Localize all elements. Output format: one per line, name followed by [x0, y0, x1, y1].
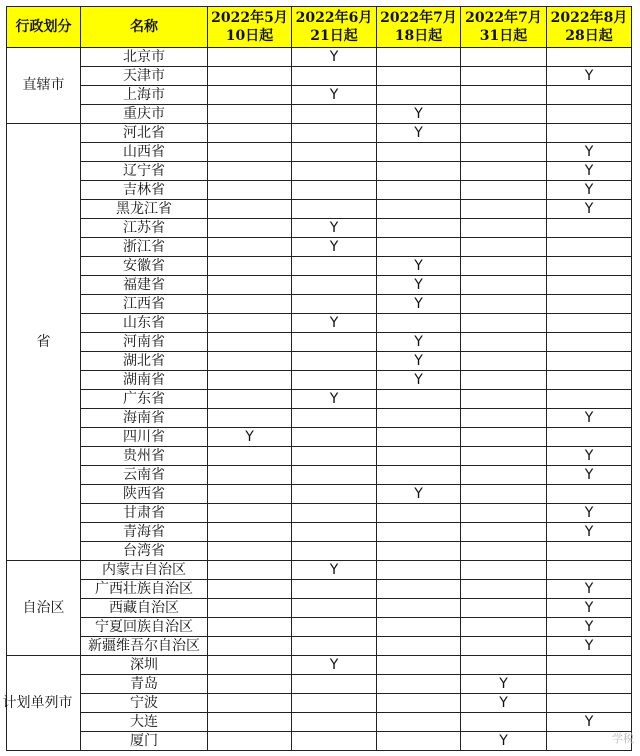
date-cell	[292, 523, 377, 542]
date-cell	[377, 466, 461, 485]
table-row	[7, 333, 632, 352]
table-row	[7, 276, 632, 295]
date-cell	[547, 656, 632, 675]
column-header: 2022年7月 31日起	[461, 7, 547, 48]
date-cell	[377, 542, 461, 561]
mark-cell: Y	[377, 124, 461, 143]
mark-cell: Y	[547, 599, 632, 618]
region-name: 广西壮族自治区	[81, 580, 208, 599]
date-cell	[208, 580, 292, 599]
date-cell	[292, 694, 377, 713]
date-cell	[547, 295, 632, 314]
date-cell	[461, 352, 547, 371]
region-name: 吉林省	[81, 181, 208, 200]
mark-cell: Y	[461, 694, 547, 713]
category-label: 计划单列市	[2, 694, 73, 711]
region-name: 湖南省	[81, 371, 208, 390]
table-row	[7, 200, 632, 219]
mark-cell: Y	[547, 504, 632, 523]
table-row	[7, 86, 632, 105]
region-name: 厦门	[81, 732, 208, 751]
table-row	[7, 67, 632, 86]
date-cell	[292, 200, 377, 219]
column-header: 2022年5月 10日起	[208, 7, 292, 48]
date-cell	[461, 447, 547, 466]
date-cell	[292, 504, 377, 523]
date-cell	[208, 219, 292, 238]
date-cell	[547, 219, 632, 238]
mark-cell: Y	[547, 466, 632, 485]
mark-cell: Y	[461, 732, 547, 751]
table-row	[7, 371, 632, 390]
mark-cell: Y	[377, 105, 461, 124]
date-cell	[208, 447, 292, 466]
date-cell	[292, 675, 377, 694]
category-cell	[7, 124, 81, 561]
date-cell	[377, 732, 461, 751]
date-cell	[292, 466, 377, 485]
mark-cell: Y	[461, 675, 547, 694]
date-cell	[461, 390, 547, 409]
date-cell	[461, 409, 547, 428]
date-cell	[461, 618, 547, 637]
date-cell	[208, 48, 292, 67]
date-cell	[461, 523, 547, 542]
date-cell	[377, 447, 461, 466]
date-cell	[292, 599, 377, 618]
date-cell	[208, 390, 292, 409]
date-cell	[547, 428, 632, 447]
table-row	[7, 124, 632, 143]
date-cell	[208, 637, 292, 656]
date-cell	[547, 257, 632, 276]
date-cell	[292, 618, 377, 637]
date-cell	[292, 637, 377, 656]
date-cell	[377, 656, 461, 675]
date-cell	[461, 105, 547, 124]
date-cell	[292, 143, 377, 162]
region-name: 青海省	[81, 523, 208, 542]
date-cell	[292, 257, 377, 276]
date-cell	[461, 485, 547, 504]
date-cell	[377, 390, 461, 409]
date-cell	[292, 181, 377, 200]
date-cell	[377, 580, 461, 599]
date-cell	[377, 428, 461, 447]
mark-cell: Y	[547, 637, 632, 656]
date-cell	[461, 599, 547, 618]
region-name: 黑龙江省	[81, 200, 208, 219]
date-cell	[547, 105, 632, 124]
date-cell	[461, 637, 547, 656]
region-name: 福建省	[81, 276, 208, 295]
region-name: 广东省	[81, 390, 208, 409]
date-cell	[208, 276, 292, 295]
date-cell	[461, 542, 547, 561]
date-cell	[377, 618, 461, 637]
mark-cell: Y	[547, 143, 632, 162]
date-cell	[461, 371, 547, 390]
date-cell	[547, 694, 632, 713]
mark-cell: Y	[547, 447, 632, 466]
table-row	[7, 105, 632, 124]
date-cell	[208, 352, 292, 371]
region-name: 西藏自治区	[81, 599, 208, 618]
date-cell	[377, 48, 461, 67]
date-cell	[208, 86, 292, 105]
date-cell	[377, 181, 461, 200]
mark-cell: Y	[377, 295, 461, 314]
date-cell	[208, 675, 292, 694]
date-cell	[208, 466, 292, 485]
table-row	[7, 675, 632, 694]
region-name: 甘肃省	[81, 504, 208, 523]
region-name: 上海市	[81, 86, 208, 105]
date-cell	[377, 409, 461, 428]
mark-cell: Y	[292, 656, 377, 675]
date-cell	[208, 656, 292, 675]
date-cell	[292, 732, 377, 751]
date-cell	[292, 295, 377, 314]
date-cell	[547, 238, 632, 257]
date-cell	[377, 314, 461, 333]
date-cell	[547, 333, 632, 352]
table-row	[7, 181, 632, 200]
date-cell	[208, 485, 292, 504]
header-row	[7, 7, 632, 48]
date-cell	[547, 86, 632, 105]
date-cell	[208, 124, 292, 143]
table-row	[7, 143, 632, 162]
date-cell	[377, 637, 461, 656]
mark-cell: Y	[547, 618, 632, 637]
date-cell	[461, 181, 547, 200]
date-cell	[208, 257, 292, 276]
mark-cell: Y	[547, 162, 632, 181]
region-name: 宁波	[81, 694, 208, 713]
date-cell	[461, 257, 547, 276]
date-cell	[377, 143, 461, 162]
table-row	[7, 409, 632, 428]
date-cell	[292, 352, 377, 371]
region-name: 河北省	[81, 124, 208, 143]
column-header: 行政划分	[7, 7, 81, 48]
date-cell	[208, 504, 292, 523]
date-cell	[461, 295, 547, 314]
date-cell	[208, 295, 292, 314]
category-label: 自治区	[22, 599, 65, 616]
date-cell	[461, 314, 547, 333]
table-row	[7, 428, 632, 447]
region-name: 宁夏回族自治区	[81, 618, 208, 637]
table-row	[7, 732, 632, 751]
table-body	[2, 48, 632, 751]
table-row	[7, 162, 632, 181]
region-name: 河南省	[81, 333, 208, 352]
date-cell	[208, 542, 292, 561]
date-cell	[547, 314, 632, 333]
date-cell	[377, 523, 461, 542]
date-cell	[461, 48, 547, 67]
column-header: 2022年8月 28日起	[547, 7, 632, 48]
table-row	[7, 390, 632, 409]
region-name: 山东省	[81, 314, 208, 333]
date-cell	[208, 333, 292, 352]
table-row	[7, 466, 632, 485]
mark-cell: Y	[292, 219, 377, 238]
table-row	[7, 618, 632, 637]
table-row	[7, 542, 632, 561]
date-cell	[377, 162, 461, 181]
date-cell	[461, 162, 547, 181]
region-name: 台湾省	[81, 542, 208, 561]
mark-cell: Y	[547, 523, 632, 542]
region-name: 辽宁省	[81, 162, 208, 181]
date-cell	[547, 390, 632, 409]
date-cell	[377, 561, 461, 580]
table-row	[7, 238, 632, 257]
table-row	[7, 637, 632, 656]
mark-cell: Y	[547, 67, 632, 86]
date-cell	[208, 523, 292, 542]
region-name: 内蒙古自治区	[81, 561, 208, 580]
date-cell	[461, 67, 547, 86]
date-cell	[377, 694, 461, 713]
table-row	[7, 656, 632, 675]
date-cell	[208, 713, 292, 732]
date-cell	[547, 485, 632, 504]
date-cell	[292, 162, 377, 181]
date-cell	[547, 124, 632, 143]
date-cell	[461, 466, 547, 485]
table-row	[7, 219, 632, 238]
date-cell	[547, 352, 632, 371]
category-cell	[7, 48, 81, 124]
date-cell	[292, 485, 377, 504]
date-cell	[292, 542, 377, 561]
table-row	[7, 352, 632, 371]
region-name: 重庆市	[81, 105, 208, 124]
region-name: 四川省	[81, 428, 208, 447]
table-row	[7, 314, 632, 333]
date-cell	[208, 694, 292, 713]
date-cell	[461, 580, 547, 599]
category-label: 省	[36, 333, 51, 350]
table-row	[7, 504, 632, 523]
region-name: 北京市	[81, 48, 208, 67]
region-name: 江苏省	[81, 219, 208, 238]
date-cell	[208, 143, 292, 162]
table-row	[7, 523, 632, 542]
date-cell	[292, 371, 377, 390]
mark-cell: Y	[547, 409, 632, 428]
table-row	[7, 447, 632, 466]
date-cell	[461, 238, 547, 257]
date-cell	[461, 713, 547, 732]
date-cell	[377, 713, 461, 732]
date-cell	[208, 618, 292, 637]
date-cell	[547, 542, 632, 561]
table-row	[7, 713, 632, 732]
region-name: 安徽省	[81, 257, 208, 276]
date-cell	[292, 447, 377, 466]
region-name: 浙江省	[81, 238, 208, 257]
region-name: 江西省	[81, 295, 208, 314]
date-cell	[547, 48, 632, 67]
column-header: 名称	[81, 7, 208, 48]
table-row	[7, 485, 632, 504]
region-name: 云南省	[81, 466, 208, 485]
date-cell	[292, 333, 377, 352]
date-cell	[377, 599, 461, 618]
date-cell	[208, 181, 292, 200]
date-cell	[292, 409, 377, 428]
date-cell	[461, 219, 547, 238]
region-name: 新疆维吾尔自治区	[81, 637, 208, 656]
date-cell	[461, 276, 547, 295]
mark-cell: Y	[377, 352, 461, 371]
date-cell	[547, 276, 632, 295]
date-cell	[377, 86, 461, 105]
category-cell	[7, 561, 81, 656]
mark-cell: Y	[377, 257, 461, 276]
date-cell	[208, 599, 292, 618]
region-name: 青岛	[81, 675, 208, 694]
date-cell	[461, 428, 547, 447]
region-name: 湖北省	[81, 352, 208, 371]
date-cell	[208, 314, 292, 333]
date-cell	[208, 409, 292, 428]
date-cell	[292, 580, 377, 599]
mark-cell: Y	[547, 200, 632, 219]
date-cell	[208, 732, 292, 751]
table-row	[7, 599, 632, 618]
mark-cell: Y	[292, 238, 377, 257]
date-cell	[292, 276, 377, 295]
region-name: 天津市	[81, 67, 208, 86]
region-name: 山西省	[81, 143, 208, 162]
table-row	[7, 257, 632, 276]
table-row	[7, 580, 632, 599]
mark-cell: Y	[547, 713, 632, 732]
date-cell	[461, 333, 547, 352]
date-cell	[208, 561, 292, 580]
date-cell	[292, 713, 377, 732]
mark-cell: Y	[292, 561, 377, 580]
date-cell	[461, 504, 547, 523]
mark-cell: Y	[377, 485, 461, 504]
region-name: 海南省	[81, 409, 208, 428]
date-cell	[377, 200, 461, 219]
date-cell	[208, 105, 292, 124]
date-cell	[547, 371, 632, 390]
column-header: 2022年7月 18日起	[377, 7, 461, 48]
mark-cell: Y	[292, 48, 377, 67]
date-cell	[461, 200, 547, 219]
watermark-logo: 学税	[612, 732, 634, 745]
region-name: 贵州省	[81, 447, 208, 466]
region-name: 陕西省	[81, 485, 208, 504]
date-cell	[377, 504, 461, 523]
table-row	[7, 694, 632, 713]
date-cell	[208, 371, 292, 390]
mark-cell: Y	[547, 181, 632, 200]
date-cell	[292, 67, 377, 86]
column-header: 2022年6月 21日起	[292, 7, 377, 48]
region-name: 深圳	[81, 656, 208, 675]
date-cell	[208, 200, 292, 219]
category-cell	[2, 656, 81, 751]
mark-cell: Y	[208, 428, 292, 447]
date-cell	[377, 67, 461, 86]
date-cell	[547, 675, 632, 694]
date-cell	[208, 238, 292, 257]
mark-cell: Y	[292, 86, 377, 105]
date-cell	[377, 238, 461, 257]
date-cell	[461, 143, 547, 162]
mark-cell: Y	[377, 333, 461, 352]
date-cell	[208, 162, 292, 181]
table-row	[7, 48, 632, 67]
mark-cell: Y	[292, 390, 377, 409]
mark-cell: Y	[377, 276, 461, 295]
policy-table	[2, 6, 632, 751]
date-cell	[208, 67, 292, 86]
date-cell	[292, 124, 377, 143]
date-cell	[377, 675, 461, 694]
mark-cell: Y	[547, 580, 632, 599]
date-cell	[292, 105, 377, 124]
mark-cell: Y	[377, 371, 461, 390]
mark-cell: Y	[292, 314, 377, 333]
date-cell	[292, 428, 377, 447]
date-cell	[461, 656, 547, 675]
table-row	[7, 295, 632, 314]
region-name: 大连	[81, 713, 208, 732]
table-row	[7, 561, 632, 580]
date-cell	[461, 124, 547, 143]
date-cell	[461, 561, 547, 580]
date-cell	[377, 219, 461, 238]
category-label: 直辖市	[22, 77, 65, 93]
date-cell	[547, 561, 632, 580]
date-cell	[461, 86, 547, 105]
